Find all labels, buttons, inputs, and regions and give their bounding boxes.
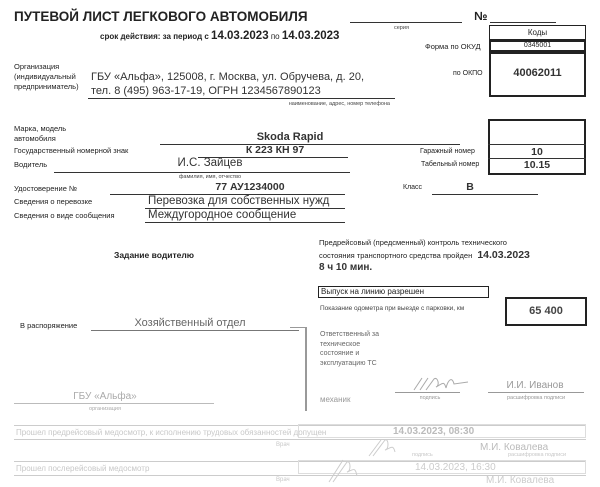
- transport-label: Сведения о перевозке: [14, 197, 93, 206]
- disposal-value: Хозяйственный отдел: [134, 317, 246, 329]
- medical-post-text: Прошел послерейсовый медосмотр: [16, 464, 150, 473]
- class-line: [432, 194, 538, 195]
- doctor-signature: [365, 436, 401, 458]
- license-value: 77 АУ1234000: [215, 181, 285, 193]
- tabel-label: Табельный номер: [421, 161, 480, 168]
- medical-doctor-label: Врач: [276, 442, 290, 448]
- organization-label: Организация (индивидуальный предприниматель): [14, 62, 79, 91]
- mechanic-signature-hint: подпись: [419, 395, 441, 401]
- plate-label: Государственный номерной знак: [14, 146, 129, 155]
- medical-doctor-name: М.И. Ковалева: [480, 442, 549, 453]
- message-line: [145, 222, 345, 223]
- organization-hint: наименование, адрес, номер телефона: [288, 101, 390, 107]
- model-label: Марка, модель автомобиля: [14, 124, 67, 143]
- medical-pre-text: Прошел предрейсовый медосмотр, к исполнению трудовых обязанностей допущен: [16, 428, 327, 437]
- validity-mid: по: [270, 32, 280, 41]
- okpo-label: по ОКПО: [453, 70, 483, 77]
- okpo-value: 40062011: [513, 67, 562, 79]
- driver-label: Водитель: [14, 160, 48, 169]
- release-text: Выпуск на линию разрешен: [321, 287, 425, 296]
- tech-control-text: Предрейсовый (предсменный) контроль технического состояния транспортного средства пройден 14.03.2023 8 ч 10 мин.: [319, 238, 530, 273]
- driver-line: [54, 172, 350, 173]
- codes-header: Коды: [527, 28, 548, 37]
- mechanic-signature: [410, 374, 470, 392]
- date-to: 14.03.2023: [281, 30, 340, 42]
- series-hint: серия: [394, 25, 409, 31]
- task-org-hint: организация: [89, 406, 121, 412]
- mechanic-signature-line: [395, 392, 460, 393]
- driver-hint: фамилия, имя, отчество: [178, 174, 242, 180]
- organization-value-line2: тел. 8 (495) 963-17-19, ОГРН 1234567890123: [91, 85, 321, 97]
- number-label: №: [474, 9, 488, 23]
- driver-value: И.С. Зайцев: [177, 157, 243, 169]
- mechanic-name-line: [488, 392, 584, 393]
- responsible-label: Ответственный за техническое состояние и эксплуатацию ТС: [320, 331, 380, 367]
- odometer-value: 65 400: [529, 305, 563, 317]
- class-value: В: [466, 181, 474, 193]
- organization-value-line1: ГБУ «Альфа», 125008, г. Москва, ул. Обручева, д. 20,: [91, 71, 364, 83]
- disposal-line: [91, 330, 299, 331]
- validity-prefix: срок действия: за период с: [100, 32, 209, 41]
- license-label: Удостоверение №: [14, 184, 78, 193]
- tabel-value: 10.15: [523, 159, 551, 171]
- medical-signature-hint: подпись: [412, 452, 433, 458]
- disposal-label: В распоряжение: [20, 321, 78, 330]
- tech-control-time: 8 ч 10 мин.: [319, 262, 373, 273]
- class-label: Класс: [403, 184, 423, 191]
- model-value: Skoda Rapid: [256, 131, 324, 143]
- garage-label: Гаражный номер: [420, 148, 475, 155]
- medical-post-datetime: 14.03.2023, 16:30: [415, 462, 496, 473]
- medical-pre-datetime: 14.03.2023, 08:30: [393, 426, 475, 437]
- okud-label: Форма по ОКУД: [425, 42, 481, 51]
- medical-doctor-label-2: Врач: [276, 477, 290, 483]
- medical-doctor-name-2: М.И. Ковалева: [486, 475, 555, 486]
- mechanic-position: механик: [320, 395, 351, 404]
- task-org-line: [14, 403, 214, 404]
- task-title: Задание водителю: [114, 250, 194, 260]
- organization-line: [88, 98, 395, 99]
- series-line: [350, 22, 462, 23]
- left-border-line: [305, 327, 307, 411]
- plate-value: К 223 КН 97: [245, 144, 305, 156]
- medical-pre-bottom-line: [14, 439, 586, 440]
- message-label: Сведения о виде сообщения: [14, 211, 115, 220]
- task-org-value: ГБУ «Альфа»: [73, 391, 137, 402]
- organization-value: [91, 70, 364, 98]
- vehicle-codes-row-line1: [488, 144, 586, 145]
- transport-value: Перевозка для собственных нужд: [148, 195, 330, 207]
- doctor-signature-2: [325, 456, 361, 484]
- validity-period: [100, 30, 339, 42]
- number-line: [490, 22, 556, 23]
- date-from: 14.03.2023: [211, 30, 269, 42]
- tech-control-date: 14.03.2023: [477, 249, 530, 261]
- medical-name-hint: расшифровка подписи: [508, 452, 567, 458]
- mechanic-name: И.И. Иванов: [506, 380, 564, 391]
- okud-value: 0345001: [523, 42, 552, 49]
- mechanic-name-hint: расшифровка подписи: [506, 395, 566, 401]
- odometer-label: Показание одометра при выезде с парковки, км: [320, 305, 465, 312]
- garage-value: 10: [531, 146, 543, 158]
- document-title: ПУТЕВОЙ ЛИСТ ЛЕГКОВОГО АВТОМОБИЛЯ: [14, 9, 308, 24]
- message-value: Междугородное сообщение: [148, 209, 297, 221]
- left-top-corner: [290, 327, 306, 328]
